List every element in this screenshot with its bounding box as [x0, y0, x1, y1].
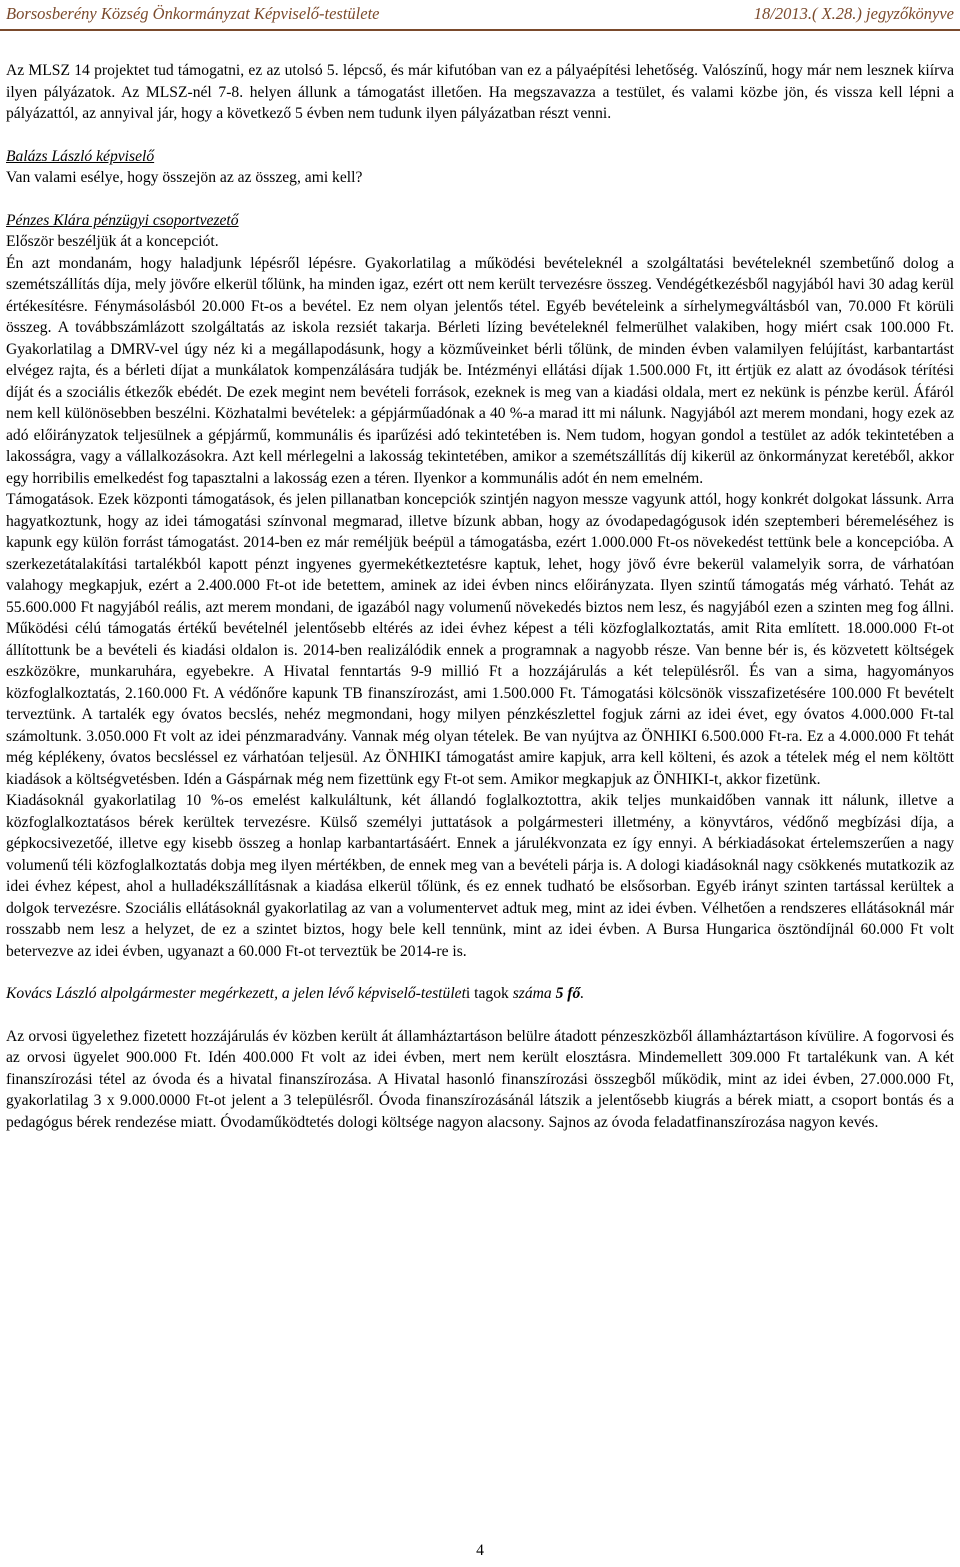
arrival-prefix: Kovács László alpolgármester megérkezett, a jelen lévő képviselő-testület [6, 985, 466, 1002]
paragraph-koncepcio: Először beszéljük át a koncepciót. [6, 233, 219, 250]
question-balazs: Van valami esélye, hogy összejön az az összeg, ami kell? [6, 169, 363, 186]
arrival-count-value: 5 fő [555, 985, 581, 1002]
page-header [0, 0, 960, 30]
paragraph-kiadasok: Kiadásoknál gyakorlatilag 10 %-os emelést kalkuláltunk, két állandó foglalkoztottra, akik teljes munkaidőben vannak itt nálunk, illetve a közfoglalkoztatásos bérek kerültek tervezésre. Külső személyi juttatások a polgármesteri illetmény, a könyvtáros, védőnő megbízási díja, a gépkocsivezetőé, illetve egy kisebb összeg a honlap karbantartásáért. Ennek a járulékvonzata ez így ennyi. A bérkiadásokat értelemszerűen a nagy volumenű téli közfoglalkoztatás dobja meg ilyen mértékben, de ennek meg van a bevételi párja is. A dologi kiadásoknál nagy csökkenés mutatkozik az idei évhez képest, ahol a hulladékszállításnak a kiadása elkerül tőlünk, és ez ennek tudható be elsősorban. Egyéb irányt szinten tartással kerültek a dolgok tervezésre. Szociális ellátásoknál gyakorlatilag az van a volumentervet adtuk meg, mint az idei évben. Vélhetően a rendszeres ellátásoknál már rosszabb nem lesz a helyzet, de ez a szintet biztos, hogy bele kell tennünk, mint az idei évben. A Bursa Hungarica ösztöndíjnál 60.000 Ft volt betervezve az idei évben, ugyanazt a 60.000 Ft-ot terveztük be 2014-re is. [6, 792, 954, 960]
arrival-count-label: száma [512, 985, 552, 1002]
header-minutes-number: 18/2013.( X.28.) jegyzőkönyve [753, 4, 954, 23]
speaker-penzes: Pénzes Klára pénzügyi csoportvezető [6, 211, 239, 229]
paragraph-bevetelek: Én azt mondanám, hogy haladjunk lépésről lépésre. Gyakorlatilag a működési bevételeknél a szolgáltatási bevételeknél szembetűnő dolog a szemétszállítás díja, mely jövőre elkerül tőlünk, ha minden igaz, ezért ott nem került tervezésre összeg. Vendégétkezésből nagyjából havi 30 adag kerül értékesítésre. Fénymásolásból 20.000 Ft-os a bevétel. Ez nem olyan jelentős tétel. Egyéb bevételeink a sírhelymegváltásból van, 70.000 Ft körüli összeg. A továbbszámlázott szolgáltatás az iskola rezsiét takarja. Bérleti lízing bevételeknél felmerülhet valakiben, hogy miért csak 100.000 Ft. Gyakorlatilag a DMRV-vel úgy néz ki a megállapodásunk, hogy a közműveinket bérli tőlünk, de minden évben valamilyen felújítást, karbantartást elvégez rajta, és a bérleti díjat a munkálatok kompenzálására tudják be. Intézményi ellátási díjak 1.500.000 Ft, itt értjük ez alatt az óvodások térítési díját és a szociális étkezők ebédét. De ezek megint nem bevételi források, ezeknek is meg van a kiadási oldala, mert ez nekünk is pénzbe kerül. Áfáról nem kell különösebben beszélni. Közhatalmi bevételek: a gépjárműadónak a 40 %-a marad itt mi nálunk. Nagyjából azt merem mondani, hogy ezek az adó előirányzatok teljesülnek a gépjármű, kommunális és iparűzési adó tekintetében is. Nem tudom, hogyan gondol a testület az adók tekintetében a lakosságra, vagy a vállalkozásokra. Azt kell mérlegelni a lakosság tekintetében, amikor a szemétszállítás díj kikerül az önkormányzat keretéből, akkor egy horribilis emelkedést fog tapasztalni a lakosság ezen a téren. Ilyenkor a kommunális adót én nem emelném. [6, 254, 954, 487]
paragraph-tamogatasok: Támogatások. Ezek központi támogatások, és jelen pillanatban koncepciók szintjén nagyon messze vagyunk attól, hogy konkrét dolgokat lássunk. Arra hagyatkoztunk, hogy az idei támogatási színvonal megmarad, illetve bízunk abban, hogy az óvodapedagógusok idén szeptemberi béremeléséhez is kapunk egy külön forrást támogatást. 2014-ben ez már reméljük beépül a támogatásba, ezért 1.000.000 Ft-os növekedést tettünk bele a koncepcióba. A szerkezetátalakítási tartalékból kapott pénzt ingyenes gyermekétkeztetésre kaptuk, lehet, hogy jövő évre bekerül valamelyik sorra, de várhatóan valahogy megkapjuk, ezért a 2.400.000 Ft-ot ide betettem, aminek az idei évben nincs előirányzata. Ilyen szintű támogatás még várható. Tehát az 55.600.000 Ft nagyjából reális, azt merem mondani, de igazából nagy volumenű növekedés biztos nem lesz, és nagyjából ezen a szinten meg fog állni. Működési célú támogatás értékű bevételnél jelentősebb eltérés az idei évhez képest a téli közfoglalkoztatás, amit Rita említett. 18.000.000 Ft-ot állítottunk be a bevételi és kiadási oldalon is. 2014-ben realizálódik ennek a programnak a nagyobb része. Van benne bér is, és közvetett költségek eszközökre, munkaruhára, egyebekre. A Hivatal fenntartás 9-9 millió Ft a hozzájárulás a két településről. És van a sima, hagyományos közfoglalkoztatás, 2.160.000 Ft. A védőnőre kapunk TB finanszírozást, ami 1.500.000 Ft. Támogatási kölcsönök visszafizetésére 100.000 Ft bevételt terveztünk. A tartalék egy óvatos becslés, nehéz megmondani, hogy milyen pénzkészlettel fogjuk zárni az idei évet, egy óvatos 4.000.000 Ft-tal számoltunk. 3.050.000 Ft volt az idei pénzmaradvány. Vannak még olyan tételek. Be van nyújtva az ÖNHIKI 6.500.000 Ft-ra. Ez a 4.000.000 Ft tehát még képlékeny, óvatos becsléssel ez várhatóan teljesül. Az ÖNHIKI támogatást amire kapjuk, arra kell költeni, és azok a tételek még el nem költött kiadások a költségvetésben. Idén a Gáspárnak még nem fizettünk egy Ft-ot sem. Amikor megkapjuk az ÖNHIKI-t, akkor fizetünk. [6, 491, 954, 788]
arrival-suffix: . [580, 985, 585, 1002]
paragraph-mlsz: Az MLSZ 14 projektet tud támogatni, ez az utolsó 5. lépcső, és már kifutóban van ez a pályaépítési lehetőség. Valószínű, hogy már nem lesznek kiírva ilyen pályázatok. Az MLSZ-nél 7-8. helyen állunk a támogatást illetően. Ha megszavazza a testület, és valami közbe jön, és vissza kell lépni a pályázattól, az annyival jár, hogy a következő 5 évben nem tudunk ilyen pályázatban részt venni. [6, 62, 954, 122]
speaker-balazs: Balázs László képviselő [6, 147, 155, 165]
header-council-name: Borsosberény Község Önkormányzat Képviselő-testülete [6, 4, 380, 23]
arrival-mid: i tagok [465, 985, 513, 1002]
header-rule [0, 29, 960, 31]
page-number: 4 [476, 1542, 484, 1559]
arrival-note [6, 983, 954, 1005]
paragraph-ugyelet: Az orvosi ügyelethez fizetett hozzájárulás év közben került át államháztartáson belülre átadott pénzeszközből államháztartáson kívülire. A fogorvosi és az orvosi ügyelet 900.000 Ft. Idén 400.000 Ft volt az idei évben, mert nem került elosztásra. Mindemellett 309.000 Ft tartalékunk van. A két finanszírozási tétel az óvoda és a hivatal finanszírozása. A Hivatal hasonló finanszírozási összegből működik, mint az idei évben, 27.000.000 Ft, gyakorlatilag 3 x 9.000.0000 Ft-ot jelent a 3 településről. Óvoda finanszírozásánál látszik a jelentősebb kiugrás a bérek miatt, a csoport bontás és a pedagógus bérek rendezése miatt. Óvodaműködtetés dologi költsége nagyon alacsony. Sajnos az óvoda feladatfinanszírozása nagyon kevés. [6, 1027, 954, 1131]
document-body [6, 60, 954, 1133]
